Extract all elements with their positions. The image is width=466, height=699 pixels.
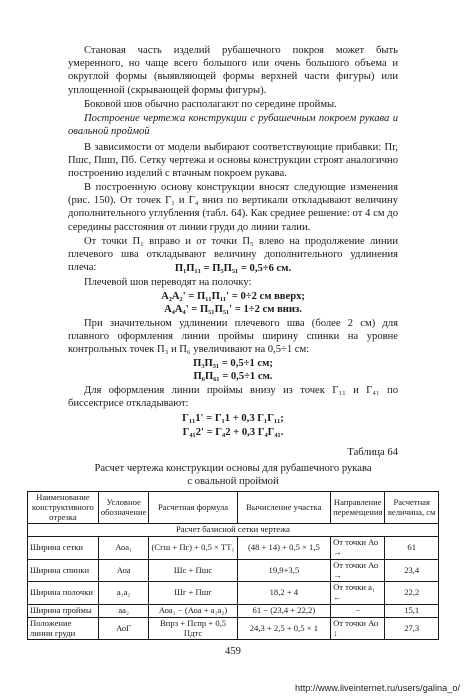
table-title-line1: Расчет чертежа конструкции основы для рубашечного рукава bbox=[94, 463, 372, 474]
page-number: 459 bbox=[225, 646, 241, 657]
cell-value: 61 bbox=[385, 537, 439, 560]
cell-calc: 19,9+3,5 bbox=[237, 559, 330, 582]
table-row bbox=[28, 559, 439, 582]
watermark-url[interactable]: http://www.liveinternet.ru/users/galina_o/ bbox=[295, 683, 460, 693]
cell-formula: Аоа₁ − (Аоа + а₁а₂) bbox=[149, 604, 237, 617]
cell-symbol: АоГ bbox=[98, 617, 149, 640]
table-row bbox=[28, 537, 439, 560]
paragraph-9: Для оформления линии проймы внизу из точек Г₁₁ и Г₄₁ по биссектрисе откладывают: bbox=[68, 385, 398, 410]
header-formula: Расчетная формула bbox=[149, 492, 237, 524]
header-symbol: Условное обозначение bbox=[98, 492, 149, 524]
paragraph-4: В зависимости от модели выбирают соответствующие прибавки: Пг, Пшс, Пшп, Пб. Сетку чертежа и основы конструкции строят аналогично построению изделий с втачным покроем рукава. bbox=[68, 142, 398, 180]
table-row bbox=[28, 617, 439, 640]
cell-direction: От точки Ао ↓ bbox=[331, 617, 385, 640]
paragraph-6: От точки П₁ вправо и от точки П₅ влево на продолжение линии плечевого шва откладывают величину дополнительного удлинения плеча: bbox=[68, 236, 398, 274]
cell-direction: От точки Ао → bbox=[331, 559, 385, 582]
cell-name: Ширина спинки bbox=[28, 559, 99, 582]
cell-direction: От точки а₁ ← bbox=[331, 582, 385, 605]
table-title-line2: с овальной проймой bbox=[187, 476, 279, 487]
formula-2b: А₄А₄' = П₅₁П₅₁' = 1÷2 см вниз. bbox=[164, 304, 302, 315]
table-section-label: Расчет базисной сетки чертежа bbox=[28, 524, 439, 537]
formula-1: П₁П₁₁ = П₅П₅₁ = 0,5÷6 см. bbox=[174, 263, 292, 274]
table-header-row bbox=[28, 492, 439, 524]
cell-name: Ширина проймы bbox=[28, 604, 99, 617]
table-label: Таблица 64 bbox=[347, 447, 398, 458]
formula-2a: А₂А₂' = П₁₁П₁₁' = 0÷2 см вверх; bbox=[161, 291, 305, 302]
cell-value: 27,3 bbox=[385, 617, 439, 640]
cell-calc: 61 − (23,4 + 22,2) bbox=[237, 604, 330, 617]
paragraph-7: Плечевой шов переводят на полочку: bbox=[84, 277, 252, 288]
formula-4a: Г₁₁1' = Г₁1 + 0,3 Г₁Г₁₁; bbox=[182, 413, 284, 424]
table-row bbox=[28, 582, 439, 605]
cell-name: Ширина сетки bbox=[28, 537, 99, 560]
paragraph-5: В построенную основу конструкции вносят следующие изменения (рис. 150). От точек Г₁ и Г₄ вниз по вертикали откладывают величину дополнительного углубления (табл. 64). Как среднее решение: от 4 см до середины расстояния от линии груди до линии талии. bbox=[68, 182, 398, 233]
table-row bbox=[28, 604, 439, 617]
cell-value: 22,2 bbox=[385, 582, 439, 605]
cell-value: 23,4 bbox=[385, 559, 439, 582]
cell-direction: − bbox=[331, 604, 385, 617]
cell-calc: 18,2 + 4 bbox=[237, 582, 330, 605]
cell-formula: Шс + Пшс bbox=[149, 559, 237, 582]
paragraph-1: Становая часть изделий рубашечного покроя может быть умеренного, но чаще всего большого или очень большого объема и округлой формы (выявляющей формы верхней части фигуры) или уплощенной (скрывающей формы фигуры). bbox=[68, 45, 398, 96]
table-section-row bbox=[28, 524, 439, 537]
paragraph-8: При значительном удлинении плечевого шва (более 2 см) для плавного оформления линии проймы ширину спинки на уровне контрольных точек П₃ и П₆ увеличивают на 0,5÷1 см: bbox=[68, 318, 398, 356]
section-heading: Построение чертежа конструкции с рубашечным покроем рукава и овальной проймой bbox=[68, 113, 398, 138]
cell-symbol: аа₂ bbox=[98, 604, 149, 617]
cell-formula: (Сгш + Пг) + 0,5 × ТТ₁ bbox=[149, 537, 237, 560]
cell-calc: 24,3 + 2,5 + 0,5 × 1 bbox=[237, 617, 330, 640]
cell-symbol: а₁а₂ bbox=[98, 582, 149, 605]
cell-name: Ширина полочки bbox=[28, 582, 99, 605]
cell-calc: (48 + 14) + 0,5 × 1,5 bbox=[237, 537, 330, 560]
paragraph-2: Боковой шов обычно располагают по середине проймы. bbox=[84, 99, 337, 110]
header-direction: Направление перемещения bbox=[331, 492, 385, 524]
cell-formula: Впрз + Пспр + 0,5 Пдтс bbox=[149, 617, 237, 640]
header-name: Наименование конструктивного отрезка bbox=[28, 492, 99, 524]
formula-3a: П₃П₃₁ = 0,5÷1 см; bbox=[193, 358, 273, 369]
formula-3b: П₆П₆₁ = 0,5÷1 см. bbox=[193, 371, 273, 382]
cell-direction: От точки Ао → bbox=[331, 537, 385, 560]
cell-symbol: Аоа bbox=[98, 559, 149, 582]
calculation-table bbox=[27, 491, 439, 640]
cell-symbol: Аоа₁ bbox=[98, 537, 149, 560]
header-value: Расчетная величина, см bbox=[385, 492, 439, 524]
cell-formula: Шг + Пшг bbox=[149, 582, 237, 605]
header-calc: Вычисление участка bbox=[237, 492, 330, 524]
formula-4b: Г₄₁2' = Г₄2 + 0,3 Г₄Г₄₁. bbox=[182, 427, 284, 438]
cell-name: Положение линии груди bbox=[28, 617, 99, 640]
cell-value: 15,1 bbox=[385, 604, 439, 617]
